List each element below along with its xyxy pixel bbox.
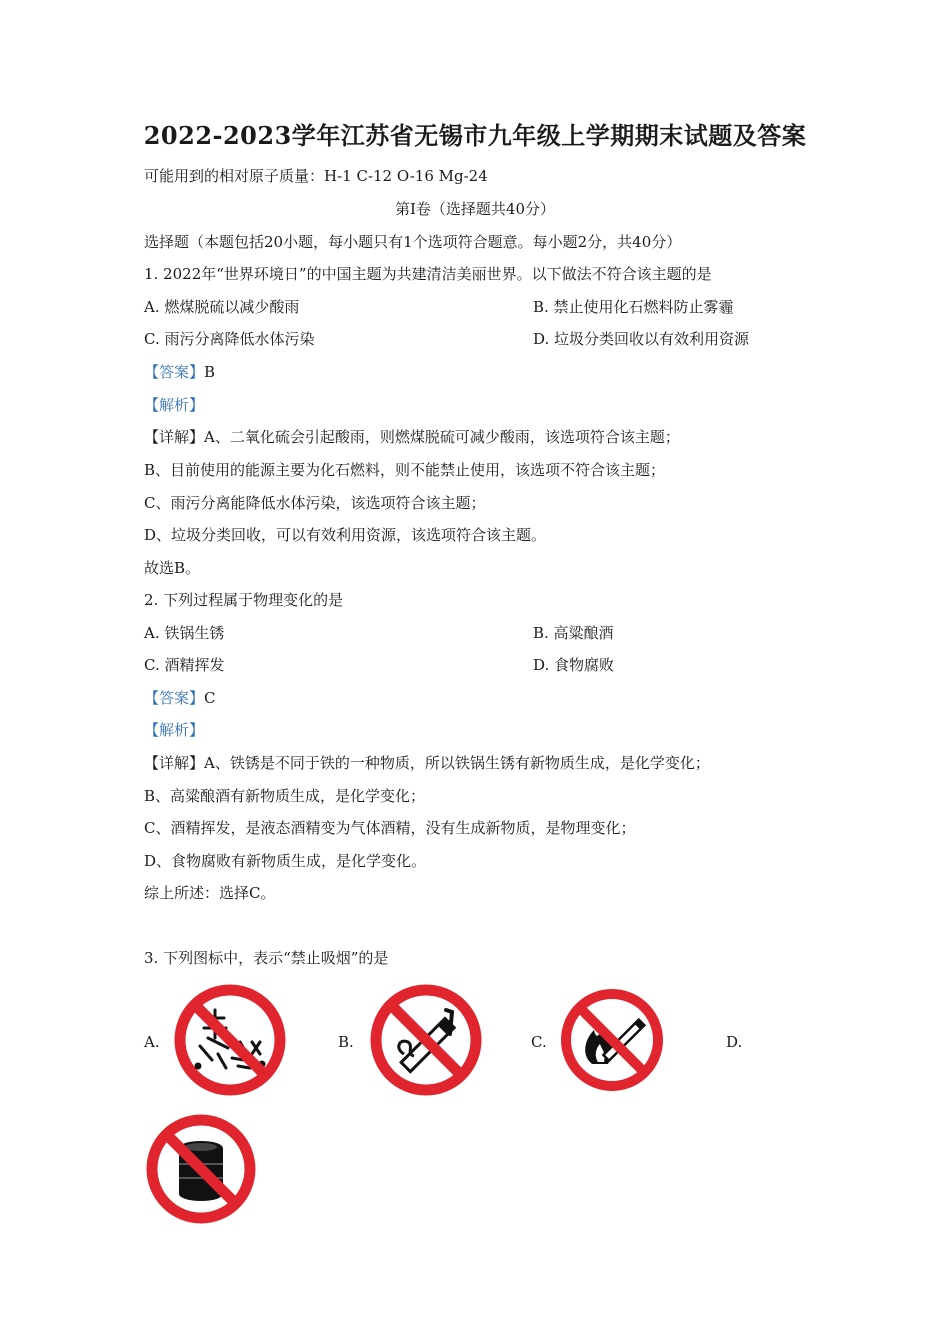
no-fireworks-icon (170, 982, 290, 1098)
q1-detail-line: D、垃圾分类回收，可以有效利用资源，该选项符合该主题。 (144, 526, 547, 544)
q1-detail-line: B、目前使用的能源主要为化石燃料，则不能禁止使用，该选项不符合该主题； (144, 461, 666, 479)
q1-answer-value: B (204, 363, 216, 381)
q2-stem: 2. 下列过程属于物理变化的是 (144, 591, 344, 609)
answer-tag: 【答案】 (144, 689, 205, 707)
section-description: 选择题（本题包括20小题，每小题只有1个选项符合题意。每小题2分，共40分） (144, 233, 682, 251)
q2-detail-line: D、食物腐败有新物质生成，是化学变化。 (144, 852, 427, 870)
q1-option-a: A. 燃煤脱硫以减少酸雨 (144, 298, 300, 316)
answer-tag: 【答案】 (144, 363, 205, 381)
q3-option-d-label: D. (726, 1033, 743, 1051)
q3-option-b-label: B. (338, 1033, 354, 1051)
q1-detail-line (144, 427, 680, 447)
q3-option-a-label: A. (144, 1033, 160, 1051)
q2-option-d: D. 食物腐败 (533, 656, 615, 674)
q1-detail-line: C、雨污分离能降低水体污染，该选项符合该主题； (144, 494, 486, 512)
q2-detail-line: C、酒精挥发，是液态酒精变为气体酒精，没有生成新物质，是物理变化； (144, 819, 636, 837)
q2-option-a: A. 铁锅生锈 (144, 624, 225, 642)
q1-detail-text: A、二氧化硫会引起酸雨，则燃煤脱硫可减少酸雨，该选项符合该主题； (204, 428, 680, 446)
q1-answer (144, 362, 215, 382)
q2-conclusion: 综上所述：选择C。 (144, 884, 276, 902)
q2-option-c: C. 酒精挥发 (144, 656, 225, 674)
detail-tag: 【详解】 (144, 428, 205, 446)
detail-tag: 【详解】 (144, 754, 205, 772)
q1-conclusion: 故选B。 (144, 559, 201, 577)
section-title: 第Ⅰ卷（选择题共40分） (394, 200, 555, 218)
q1-analysis-tag: 【解析】 (144, 396, 205, 414)
no-smoking-icon (366, 982, 486, 1098)
q2-detail-line (144, 753, 710, 773)
q2-detail-line: B、高粱酿酒有新物质生成，是化学变化； (144, 787, 426, 805)
q3-option-c-label: C. (531, 1033, 547, 1051)
q2-detail-text: A、铁锈是不同于铁的一种物质，所以铁锅生锈有新物质生成，是化学变化； (204, 754, 710, 772)
no-open-flame-icon (556, 986, 668, 1094)
q1-option-c: C. 雨污分离降低水体污染 (144, 330, 315, 348)
q3-stem: 3. 下列图标中，表示“禁止吸烟”的是 (144, 949, 389, 967)
q2-option-b: B. 高粱酿酒 (533, 624, 614, 642)
q1-option-d: D. 垃圾分类回收以有效利用资源 (533, 330, 750, 348)
q1-stem: 1. 2022年“世界环境日”的中国主题为共建清洁美丽世界。以下做法不符合该主题的是 (144, 265, 712, 283)
q2-answer-value: C (204, 689, 216, 707)
no-oil-drum-icon (142, 1112, 260, 1226)
q2-analysis-tag: 【解析】 (144, 721, 205, 739)
page-title: 2022-2023学年江苏省无锡市九年级上学期期末试题及答案 (143, 121, 807, 150)
q1-option-b: B. 禁止使用化石燃料防止雾霾 (533, 298, 734, 316)
atomic-mass-note: 可能用到的相对原子质量：H-1 C-12 O-16 Mg-24 (144, 167, 488, 185)
q2-answer (144, 688, 216, 708)
